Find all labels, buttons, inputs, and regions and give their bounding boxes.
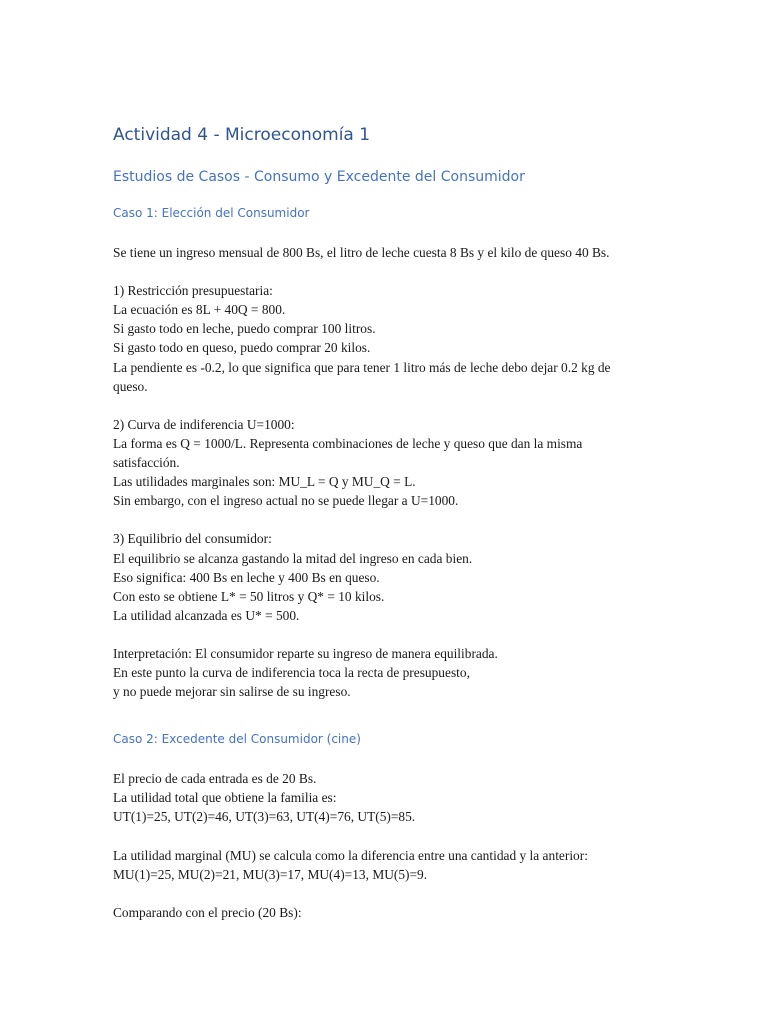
- document-subtitle: Estudios de Casos - Consumo y Excedente del Consumidor: [113, 169, 525, 185]
- text-line: En este punto la curva de indiferencia toca la recta de presupuesto,: [113, 665, 470, 681]
- case1-heading: Caso 1: Elección del Consumidor: [113, 206, 310, 220]
- text-line: queso.: [113, 378, 148, 394]
- case1-intro: [113, 243, 673, 262]
- text-line: MU(1)=25, MU(2)=21, MU(3)=17, MU(4)=13, MU(5)=9.: [113, 866, 428, 882]
- text-line: Si gasto todo en queso, puedo comprar 20 kilos.: [113, 340, 371, 356]
- text-line: Con esto se obtiene L* = 50 litros y Q* = 10 kilos.: [113, 588, 385, 604]
- text-line: y no puede mejorar sin salirse de su ingreso.: [113, 684, 351, 700]
- text-line: 2) Curva de indiferencia U=1000:: [113, 416, 295, 432]
- text-line: La utilidad alcanzada es U* = 500.: [113, 607, 300, 623]
- text-line: La pendiente es -0.2, lo que significa que para tener 1 litro más de leche debo dejar 0.2 kg de: [113, 359, 611, 375]
- case1-equilibrium: [113, 529, 673, 624]
- text-line: 3) Equilibrio del consumidor:: [113, 531, 272, 547]
- text-line: 1) Restricción presupuestaria:: [113, 283, 273, 299]
- document-body: [113, 122, 673, 941]
- case2-comparison: [113, 903, 673, 922]
- case1-indifference-curve: [113, 415, 673, 510]
- text-line: La utilidad marginal (MU) se calcula como la diferencia entre una cantidad y la anterior:: [113, 847, 588, 863]
- case1-budget-constraint: [113, 281, 673, 396]
- text-line: El equilibrio se alcanza gastando la mitad del ingreso en cada bien.: [113, 550, 473, 566]
- text-line: Sin embargo, con el ingreso actual no se puede llegar a U=1000.: [113, 493, 459, 509]
- case1-interpretation: [113, 644, 673, 701]
- case2-marginal-utility: [113, 846, 673, 884]
- text-line: La utilidad total que obtiene la familia es:: [113, 790, 337, 806]
- text-line: satisfacción.: [113, 455, 180, 471]
- text-line: Si gasto todo en leche, puedo comprar 100 litros.: [113, 321, 376, 337]
- text-line: Eso significa: 400 Bs en leche y 400 Bs en queso.: [113, 569, 380, 585]
- document-title: Actividad 4 - Microeconomía 1: [113, 125, 371, 145]
- text-line: La forma es Q = 1000/L. Representa combinaciones de leche y queso que dan la misma: [113, 435, 583, 451]
- text-line: Interpretación: El consumidor reparte su ingreso de manera equilibrada.: [113, 645, 498, 661]
- text-line: Se tiene un ingreso mensual de 800 Bs, el litro de leche cuesta 8 Bs y el kilo de queso 40 Bs.: [113, 245, 610, 260]
- text-line: UT(1)=25, UT(2)=46, UT(3)=63, UT(4)=76, UT(5)=85.: [113, 809, 416, 825]
- text-line: Las utilidades marginales son: MU_L = Q y MU_Q = L.: [113, 474, 416, 490]
- text-line: El precio de cada entrada es de 20 Bs.: [113, 771, 317, 787]
- text-line: Comparando con el precio (20 Bs):: [113, 904, 302, 920]
- case2-heading: Caso 2: Excedente del Consumidor (cine): [113, 732, 361, 747]
- text-line: La ecuación es 8L + 40Q = 800.: [113, 302, 286, 318]
- case2-utility: [113, 769, 673, 826]
